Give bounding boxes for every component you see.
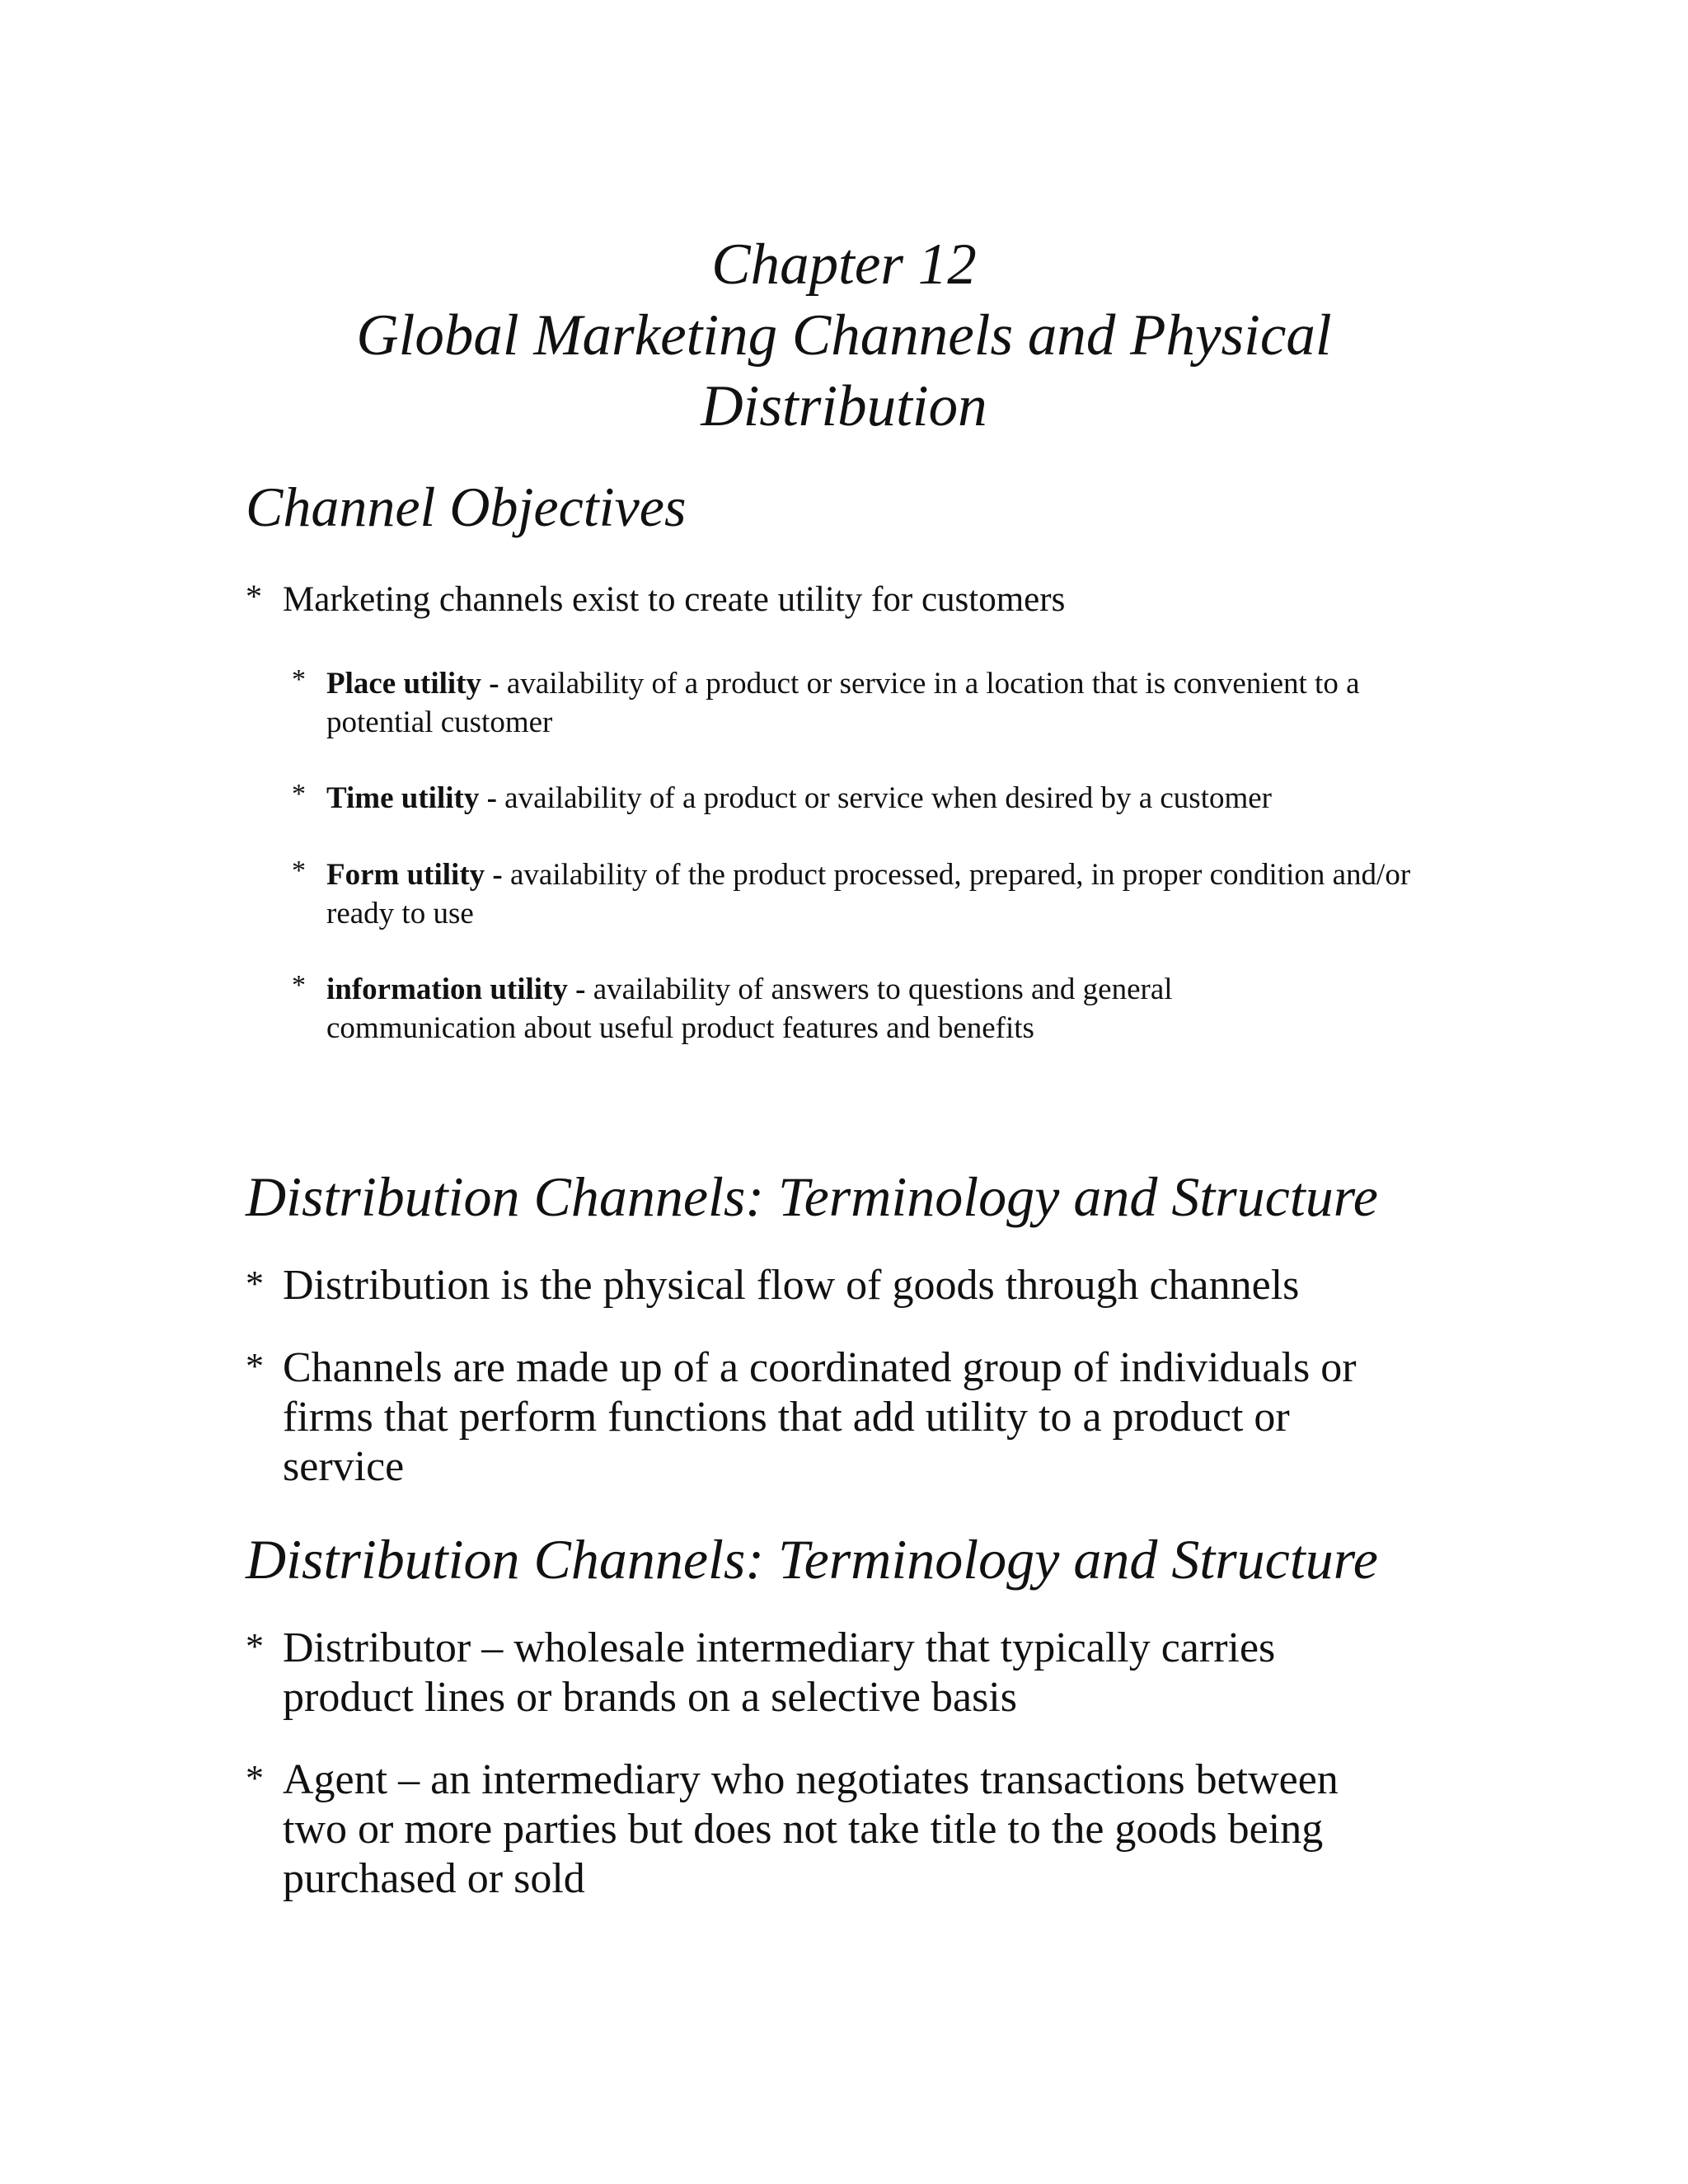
term-label: Form utility -	[326, 858, 503, 892]
term-definition: availability of a product or service when desired by a customer	[496, 781, 1273, 815]
term-definition: availability of the product processed, prepared, in proper condition and/or ready to use	[326, 858, 1411, 930]
term-definition: availability of answers to questions and general communication about useful product features and benefits	[326, 972, 1173, 1045]
section-heading-distribution-channels: Distribution Channels: Terminology and Structure	[246, 1165, 1378, 1228]
sub-bullet-text	[326, 970, 1266, 1047]
bullet-marker: *	[246, 1626, 264, 1666]
bullet-text: Channels are made up of a coordinated group of individuals or firms that perform functions that add utility to a product or service	[283, 1344, 1357, 1490]
bullet-text: Distributor – wholesale intermediary that typically carries product lines or brands on a selective basis	[283, 1624, 1276, 1721]
bullet-marker: *	[246, 578, 262, 615]
bullet-text: Agent – an intermediary who negotiates transactions between two or more parties but does not take title to the goods being purchased or sold	[283, 1756, 1339, 1902]
chapter-title-line-1: Global Marketing Channels and Physical	[356, 303, 1332, 368]
chapter-title	[0, 229, 1688, 442]
bullet-item	[246, 579, 1424, 621]
sub-bullet-place-utility	[292, 664, 1437, 742]
term-label: Time utility -	[326, 781, 497, 815]
sub-bullet-form-utility	[292, 855, 1437, 933]
bullet-marker: *	[292, 855, 306, 886]
chapter-number: Chapter 12	[711, 232, 977, 297]
bullet-marker: *	[292, 664, 306, 695]
sub-bullet-text	[326, 855, 1437, 933]
term-label: information utility -	[326, 972, 586, 1006]
bullet-item	[246, 1755, 1424, 1904]
section-heading-channel-objectives: Channel Objectives	[246, 476, 687, 538]
sub-bullet-information-utility	[292, 970, 1437, 1047]
bullet-marker: *	[292, 970, 306, 1001]
bullet-marker: *	[246, 1758, 264, 1798]
bullet-marker: *	[246, 1263, 264, 1304]
bullet-item	[246, 1343, 1424, 1492]
term-definition: availability of a product or service in a location that is convenient to a potential customer	[326, 667, 1360, 739]
bullet-marker: *	[292, 779, 306, 809]
sub-bullet-text	[326, 664, 1437, 742]
sub-bullet-text	[326, 779, 1437, 818]
bullet-text: Distribution is the physical flow of goods through channels	[283, 1262, 1300, 1309]
term-label: Place utility -	[326, 667, 499, 701]
sub-bullet-time-utility	[292, 779, 1437, 818]
bullet-marker: *	[246, 1346, 264, 1386]
bullet-item	[246, 1261, 1424, 1310]
bullet-text: Marketing channels exist to create utility for customers	[283, 580, 1066, 619]
chapter-title-line-2: Distribution	[701, 374, 987, 438]
section-heading-distribution-channels-2: Distribution Channels: Terminology and Structure	[246, 1528, 1378, 1591]
bullet-item	[246, 1624, 1424, 1722]
